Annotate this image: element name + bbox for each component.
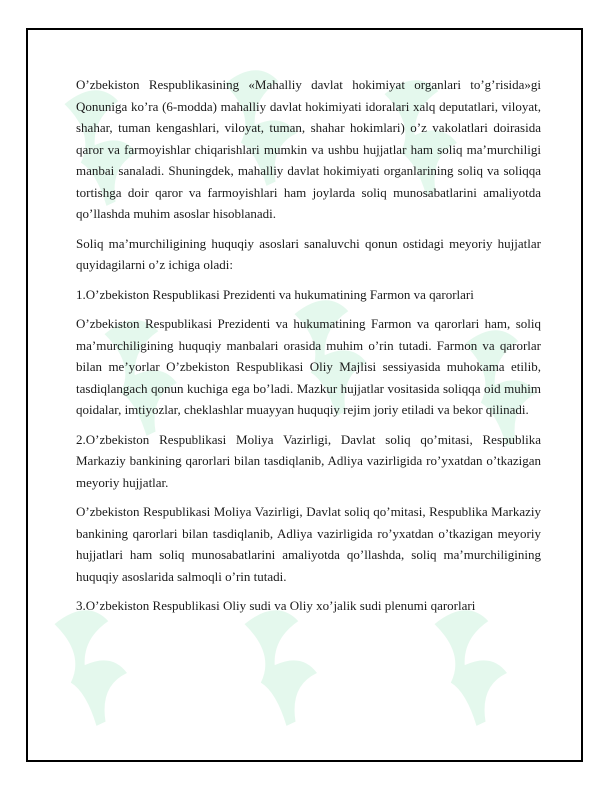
document-page — [26, 28, 583, 762]
document-body — [76, 74, 541, 625]
paragraph: Soliq ma’murchiligining huquqiy asoslari sanaluvchi qonun ostidagi meyoriy hujjatlar quyidagilarni o’z ichiga oladi: — [76, 235, 541, 272]
paragraph: O’zbekiston Respublikasi Moliya Vazirligi, Davlat soliq qo’mitasi, Respublika Markaziy bankining qarorlari bilan tasdiqlanib, Adliya vazirligida ro’yxatdan o’tkazigan meyoriy hujjatlari ham soliq munosabatlarini amaliyotda qo’llashda, soliq ma’murchiligining huquqiy asoslarida salmoqli o’rin tutadi. — [76, 504, 541, 584]
section-heading: 1.O’zbekiston Respublikasi Prezidenti va hukumatining Farmon va qarorlari — [76, 286, 474, 302]
paragraph: O’zbekiston Respublikasining «Mahalliy davlat hokimiyat organlari to’g’risida»gi Qonuniga ko’ra (6-modda) mahalliy davlat hokimiyati idoralari xalq deputatlari, viloyat, shahar, tuman kengashlari, viloyat, tuman, shahar hokimlari) o’z vakolatlari doirasida qaror va farmoyishlar chiqarishlari mumkin va ushbu hujjatlar ham soliq ma’murchiligi manbai sanaladi. Shuningdek, mahalliy davlat hokimiyati organlarining soliq va soliqqa tortishga doir qaror va farmoyishlari ham joylarda soliq munosabatlarini amaliyotda qo’llashda muhim asoslar hisoblanadi. — [76, 77, 541, 221]
paragraph: O’zbekiston Respublikasi Prezidenti va hukumatining Farmon va qarorlari ham, soliq ma’murchiligining huquqiy manbalari orasida muhim o’rin tutadi. Farmon va qarorlar bilan me’yorlar O’zbekiston Respublikasi Oliy Majlisi sessiyasida muhokama etilib, tasdiqlangach qonun kuchiga ega bo’ladi. Mazkur hujjatlar vositasida soliqqa oid muhim qoidalar, imtiyozlar, cheklashlar muayyan huquqiy rejim joriy etiladi va bekor qilinadi. — [76, 316, 541, 417]
paragraph: 2.O’zbekiston Respublikasi Moliya Vazirligi, Davlat soliq qo’mitasi, Respublika Markaziy bankining qarorlari bilan tasdiqlanib, Adliya vazirligida ro’yxatdan o’tkazigan meyoriy hujjatlar. — [76, 431, 541, 490]
section-heading: 3.O’zbekiston Respublikasi Oliy sudi va Oliy xo’jalik sudi plenumi qarorlari — [76, 598, 476, 613]
